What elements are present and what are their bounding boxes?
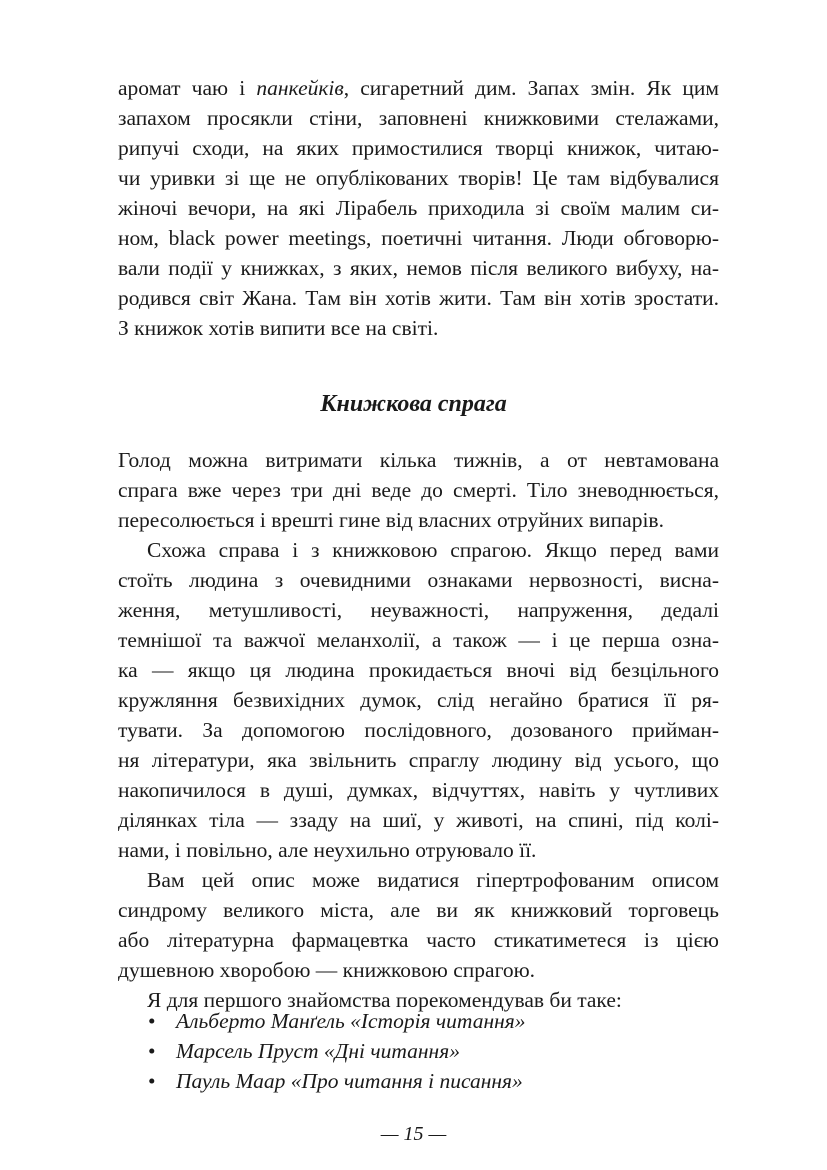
intro-line-2: запахом просякли стіни, заповнені книжковими стелажами,	[118, 106, 719, 130]
list-item	[148, 1066, 523, 1096]
intro-line-8: родився світ Жана. Там він хотів жити. Там він хотів зростати.	[118, 286, 719, 310]
p2-line-2: стоїть людина з очевидними ознаками нервозності, висна-	[118, 568, 719, 592]
list-item	[148, 1036, 460, 1066]
p1-line-1: Голод можна витримати кілька тижнів, а от невтамована	[118, 448, 719, 472]
p2-line-5: ка — якщо ця людина прокидається вночі від безцільного	[118, 658, 719, 682]
bullet-icon: •	[148, 1009, 156, 1033]
p2-line-4: темнішої та важчої меланхолії, а також — і це перша озна-	[118, 628, 719, 652]
p3-line-1: Вам цей опис може видатися гіпертрофованим описом	[147, 868, 719, 892]
recommendation-title: Пауль Маар «Про читання і писання»	[176, 1069, 523, 1093]
bullet-icon: •	[148, 1039, 156, 1063]
p2-line-3: ження, метушливості, неуважності, напруження, дедалі	[118, 598, 719, 622]
recommendation-title: Альберто Манґель «Історія читання»	[176, 1009, 526, 1033]
intro-line-1	[118, 73, 719, 103]
p2-line-8: ня літератури, яка звільнить спраглу людину від усього, що	[118, 748, 719, 772]
p2-line-7: тувати. За допомогою послідовного, дозованого прийман-	[118, 718, 719, 742]
p3-line-4: душевною хворобою — книжковою спрагою.	[118, 958, 536, 982]
p3-line-2: синдрому великого міста, але ви як книжковий торговець	[118, 898, 719, 922]
recommendation-title: Марсель Пруст «Дні читання»	[176, 1039, 460, 1063]
p1-line-3: пересолюється і врешті гине від власних отруйних випарів.	[118, 508, 664, 532]
bullet-icon: •	[148, 1069, 156, 1093]
intro-line-6: ном, black power meetings, поетичні читання. Люди обговорю-	[118, 226, 719, 250]
p2-line-1: Схожа справа і з книжковою спрагою. Якщо перед вами	[147, 538, 719, 562]
page-number: — 15 —	[380, 1123, 447, 1145]
intro-line-3: рипучі сходи, на яких примостилися творці книжок, читаю-	[118, 136, 719, 160]
p4-line-1: Я для першого знайомства порекомендував би таке:	[147, 988, 622, 1012]
intro-line-4: чи уривки зі ще не опублікованих творів! Це там відбувалися	[118, 166, 719, 190]
intro-line-1-end: , сигаретний дим. Запах змін. Як цим	[343, 76, 720, 100]
intro-line-5: жіночі вечори, на які Лірабель приходила зі своїм малим си-	[118, 196, 719, 220]
p2-line-9: накопичилося в душі, думках, відчуттях, навіть у чутливих	[118, 778, 719, 802]
p2-line-6: кружляння безвихідних думок, слід негайно братися її ря-	[118, 688, 719, 712]
intro-line-1-start: аромат чаю і	[118, 76, 257, 100]
intro-line-9: З книжок хотів випити все на світі.	[118, 316, 439, 340]
list-item	[148, 1006, 526, 1036]
intro-line-1-italic: панкейків	[256, 76, 344, 100]
p1-line-2: спрага вже через три дні веде до смерті. Тіло зневоднюється,	[118, 478, 719, 502]
p2-line-10: ділянках тіла — ззаду на шиї, у животі, на спині, під колі-	[118, 808, 719, 832]
p3-line-3: або літературна фармацевтка часто стикатиметеся із цією	[118, 928, 719, 952]
section-title: Книжкова спрага	[320, 391, 507, 417]
intro-line-7: вали події у книжках, з яких, немов після великого вибуху, на-	[118, 256, 719, 280]
p2-line-11: нами, і повільно, але неухильно отруювало її.	[118, 838, 537, 862]
